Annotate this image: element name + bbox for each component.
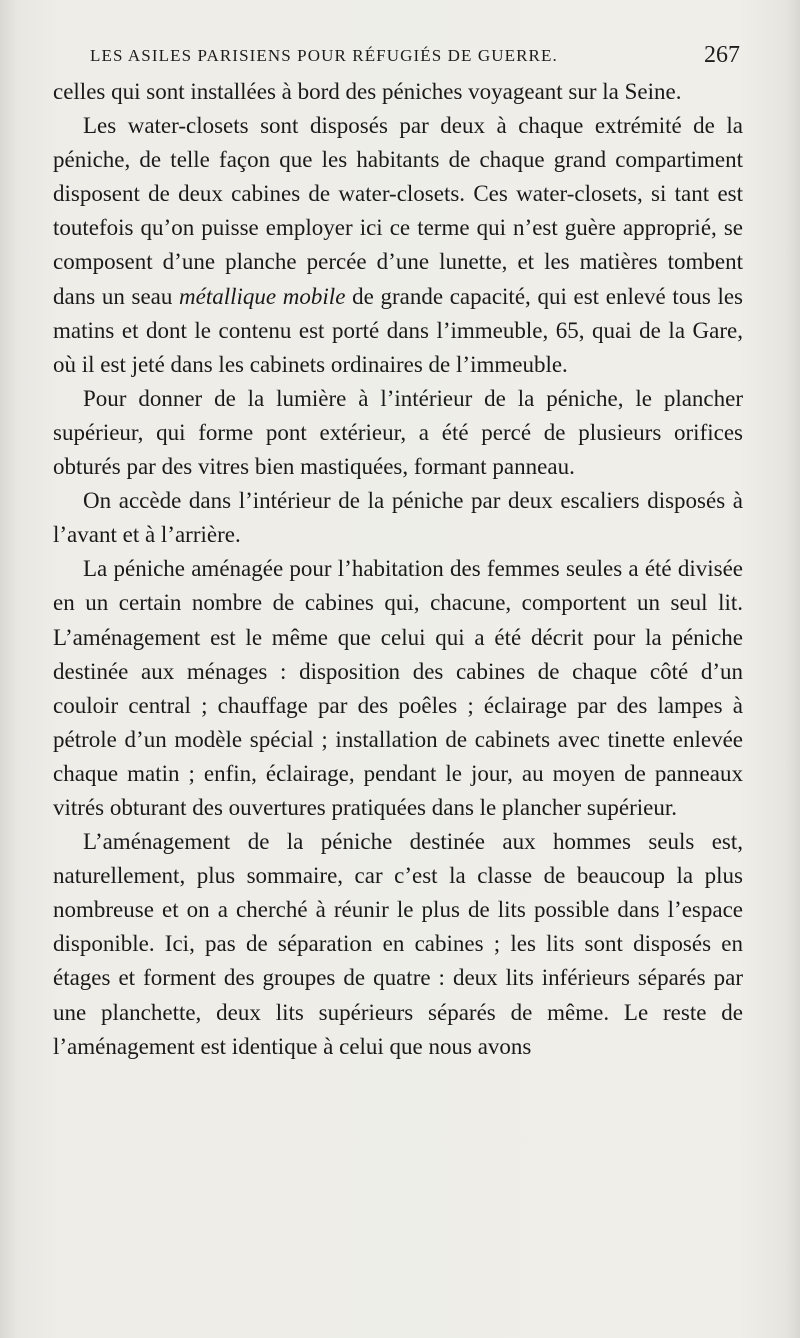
running-head: [90, 42, 740, 72]
paragraph-water-closets: [53, 109, 743, 382]
paragraph-women-barge: La péniche aménagée pour l’habitation des femmes seules a été divisée en un certain nombre de cabines qui, chacune, comportent un seul lit. L’aménagement est le même que celui qui a été décrit pour la péniche destinée aux ménages : disposition des cabines de chaque côté d’un couloir central ; chauffage par des poêles ; éclairage par des lampes à pétrole d’un modèle spécial ; installation de cabinets avec tinette enlevée chaque matin ; enfin, éclairage, pendant le jour, au moyen de panneaux vitrés obturant des ouvertures pratiquées dans le plancher supérieur.: [53, 556, 743, 820]
paragraph-stairs: On accède dans l’intérieur de la péniche par deux escaliers disposés à l’avant et à l’arrière.: [53, 488, 743, 548]
running-title: LES ASILES PARISIENS POUR RÉFUGIÉS DE GUERRE.: [90, 46, 558, 65]
paragraph-text: de grande capacité, qui est enlevé tous les matins et dont le contenu est porté dans l’immeuble, 65, quai de la Gare, où il est jeté dans les cabinets ordinaires de l’immeuble.: [53, 283, 743, 377]
paragraph-continuation: celles qui sont installées à bord des péniches voyageant sur la Seine.: [53, 79, 682, 104]
emphasis-text: métallique mobile: [179, 283, 346, 309]
paragraph-text: Les water-closets sont disposés par deux à chaque extrémité de la péniche, de telle façon que les habitants de chaque grand compartiment disposent de deux cabines de water-closets. Ces water-closets, si tant est toutefois qu’on puisse employer ici ce terme qui n’est guère approprié, se composent d’une planche percée d’une lunette, et les matières tombent dans un seau: [53, 113, 743, 309]
page-number: 267: [704, 42, 740, 68]
paragraph-men-barge: L’aménagement de la péniche destinée aux hommes seuls est, naturellement, plus sommaire, car c’est la classe de beaucoup la plus nombreuse et on a cherché à réunir le plus de lits possible dans l’espace disponible. Ici, pas de séparation en cabines ; les lits sont disposés en étages et forment des groupes de quatre : deux lits inférieurs séparés par une planchette, deux lits supérieurs séparés de même. Le reste de l’aménagement est identique à celui que nous avons: [53, 829, 743, 1059]
paragraph-lighting: Pour donner de la lumière à l’intérieur de la péniche, le plancher supérieur, qui forme pont extérieur, a été percé de plusieurs orifices obturés par des vitres bien mastiquées, formant panneau.: [53, 385, 743, 480]
body-text: [53, 75, 743, 1064]
